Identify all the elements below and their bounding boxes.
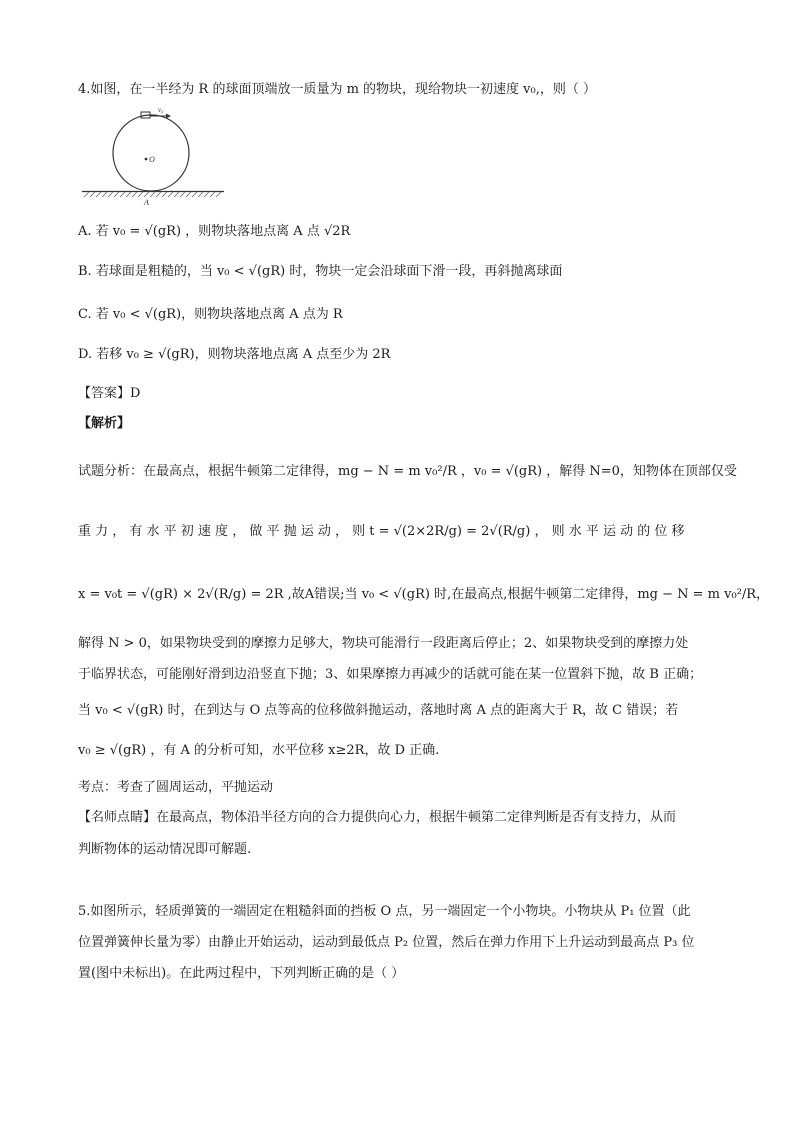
- analysis-label: 【解析】: [78, 416, 131, 431]
- option-a: A. 若 v₀ = √(gR) ，则物块落地点离 A 点 √2R: [78, 224, 351, 239]
- analysis-line-7: v₀ ≥ √(gR) ，有 A 的分析可知，水平位移 x≥2R，故 D 正确.: [78, 743, 440, 758]
- center-label: O: [149, 155, 155, 164]
- center-dot: [145, 158, 148, 161]
- mingshi-line-2: 判断物体的运动情况即可解题.: [78, 842, 252, 857]
- sphere-circle: [113, 115, 189, 191]
- q5-line-3: 置(图中未标出)。在此两过程中，下列判断正确的是（ ）: [78, 966, 405, 981]
- sphere-figure: [78, 106, 228, 208]
- analysis-line-6: 当 v₀ < √(gR) 时，在到达与 O 点等高的位移做斜抛运动，落地时离 A 点的距离大于 R，故 C 错误；若: [78, 703, 679, 718]
- analysis-line-4: 解得 N > 0，如果物块受到的摩擦力足够大，物块可能滑行一段距离后停止；2、如果物块受到的摩擦力处: [78, 636, 689, 651]
- q5-line-1: 5.如图所示，轻质弹簧的一端固定在粗糙斜面的挡板 O 点，另一端固定一个小物块。小物块从 P₁ 位置（此: [78, 904, 691, 919]
- answer-label: 【答案】D: [78, 386, 141, 401]
- velocity-label: v₀: [158, 106, 164, 114]
- kaodian: 考点：考查了圆周运动，平抛运动: [78, 780, 274, 795]
- q5-line-2: 位置弹簧伸长量为零）由静止开始运动，运动到最低点 P₂ 位置，然后在弹力作用下上升运动到最高点 P₃ 位: [78, 935, 695, 950]
- mingshi-line-1: 【名师点睛】在最高点，物体沿半径方向的合力提供向心力，根据牛顿第二定律判断是否有支持力，从而: [78, 810, 677, 825]
- point-a-label: A: [144, 198, 149, 207]
- ground-hatching: [84, 192, 221, 197]
- analysis-line-5: 于临界状态，可能刚好滑到边沿竖直下抛；3、如果摩擦力再减少的话就可能在某一位置斜下抛，故 B 正确；: [78, 667, 703, 682]
- option-c: C. 若 v₀ < √(gR)，则物块落地点离 A 点为 R: [78, 307, 343, 322]
- velocity-arrowhead-icon: [166, 114, 171, 119]
- analysis-line-3: x = v₀t = √(gR) × 2√(R/g) = 2R ,故A错误;当 v₀ < √(gR) 时,在最高点,根据牛顿第二定律得，mg − N = m v₀²/R，: [78, 587, 770, 602]
- option-d: D. 若移 v₀ ≥ √(gR)，则物块落地点离 A 点至少为 2R: [78, 347, 391, 362]
- analysis-line-2: 重 力 ， 有 水 平 初 速 度 ， 做 平 抛 运 动 ， 则 t = √(2×2R/g) = 2√(R/g) ， 则 水 平 运 动 的 位 移: [78, 524, 685, 539]
- option-b: B. 若球面是粗糙的，当 v₀ < √(gR) 时，物块一定会沿球面下滑一段，再斜抛离球面: [78, 264, 563, 279]
- analysis-line-1: 试题分析：在最高点，根据牛顿第二定律得，mg − N = m v₀²/R ，v₀ = √(gR) ，解得 N=0，知物体在顶部仅受: [78, 464, 737, 479]
- q4-stem: 4.如图，在一半经为 R 的球面顶端放一质量为 m 的物块，现给物块一初速度 v₀,，则（ ）: [78, 82, 597, 97]
